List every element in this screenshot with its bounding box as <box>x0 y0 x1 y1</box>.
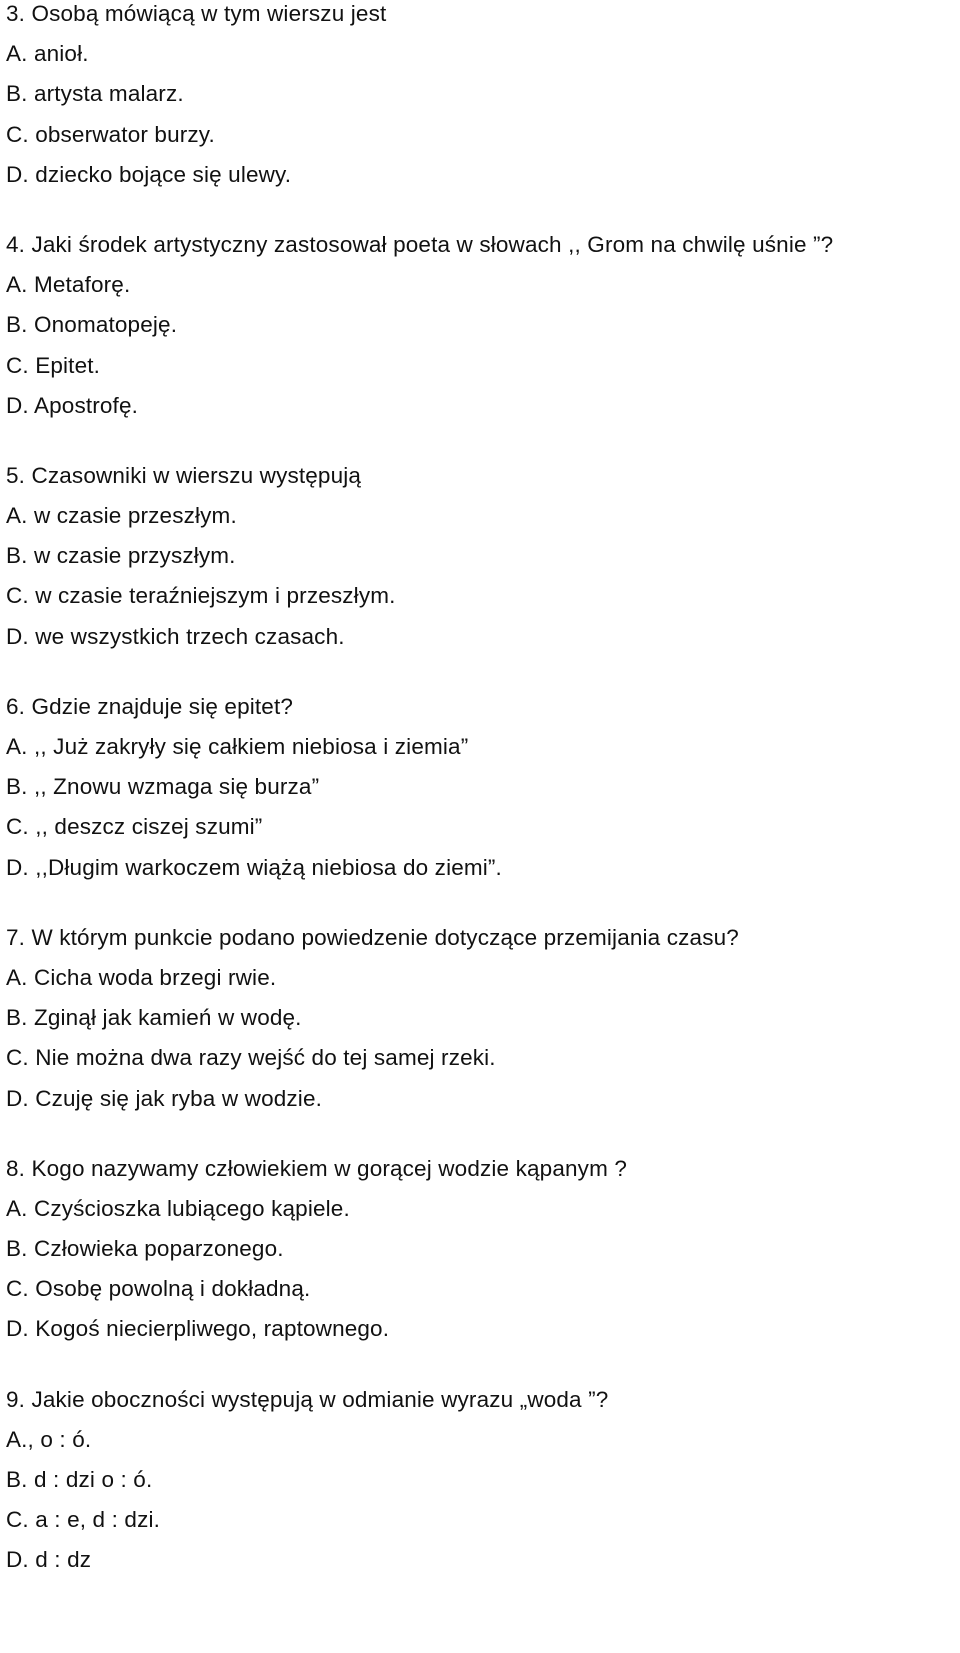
answer-option: A. ,, Już zakryły się całkiem niebiosa i ziemia” <box>6 734 469 759</box>
answer-option: A. w czasie przeszłym. <box>6 503 237 529</box>
question-prompt: 3. Osobą mówiącą w tym wierszu jest <box>6 1 387 26</box>
answer-option: B. Zginął jak kamień w wodę. <box>6 1005 302 1031</box>
answer-option: C. obserwator burzy. <box>6 121 215 147</box>
answer-option: A. Cicha woda brzegi rwie. <box>6 964 277 990</box>
answer-option: D. dziecko bojące się ulewy. <box>6 161 292 187</box>
answer-option: A., o : ó. <box>6 1426 92 1452</box>
answer-option: C. Epitet. <box>6 352 101 378</box>
question-prompt: 4. Jaki środek artystyczny zastosował poeta w słowach ,, Grom na chwilę uśnie ”? <box>6 231 834 257</box>
answer-option: A. anioł. <box>6 41 89 67</box>
answer-option: B. Człowieka poparzonego. <box>6 1236 284 1262</box>
question-6 <box>6 687 946 888</box>
answer-option: D. Czuję się jak ryba w wodzie. <box>6 1085 323 1111</box>
answer-option: C. a : e, d : dzi. <box>6 1507 161 1533</box>
question-prompt: 6. Gdzie znajduje się epitet? <box>6 693 294 719</box>
quiz-document <box>6 0 946 1581</box>
question-8 <box>6 1149 946 1350</box>
question-4 <box>6 225 946 426</box>
answer-option: C. ,, deszcz ciszej szumi” <box>6 814 263 840</box>
answer-option: C. Nie można dwa razy wejść do tej samej rzeki. <box>6 1045 496 1071</box>
answer-option: B. ,, Znowu wzmaga się burza” <box>6 774 320 800</box>
answer-option: A. Czyścioszka lubiącego kąpiele. <box>6 1195 350 1221</box>
answer-option: D. d : dz <box>6 1547 92 1573</box>
question-5 <box>6 456 946 657</box>
answer-option: A. Metaforę. <box>6 272 131 298</box>
answer-option: C. Osobę powolną i dokładną. <box>6 1276 311 1302</box>
question-prompt: 7. W którym punkcie podano powiedzenie dotyczące przemijania czasu? <box>6 924 739 950</box>
question-prompt: 9. Jakie oboczności występują w odmianie wyrazu „woda ”? <box>6 1386 609 1412</box>
answer-option: C. w czasie teraźniejszym i przeszłym. <box>6 583 396 609</box>
answer-option: D. we wszystkich trzech czasach. <box>6 623 345 649</box>
answer-option: B. Onomatopeję. <box>6 312 178 338</box>
question-3 <box>6 0 946 195</box>
question-prompt: 8. Kogo nazywamy człowiekiem w gorącej wodzie kąpanym ? <box>6 1155 628 1181</box>
answer-option: D. Apostrofę. <box>6 392 139 418</box>
answer-option: D. Kogoś niecierpliwego, raptownego. <box>6 1316 390 1342</box>
answer-option: B. d : dzi o : ó. <box>6 1467 153 1492</box>
answer-option: B. artysta malarz. <box>6 81 184 107</box>
question-7 <box>6 918 946 1119</box>
answer-option: D. ,,Długim warkoczem wiążą niebiosa do ziemi”. <box>6 854 502 880</box>
question-9 <box>6 1380 946 1581</box>
question-prompt: 5. Czasowniki w wierszu występują <box>6 462 362 488</box>
answer-option: B. w czasie przyszłym. <box>6 543 236 569</box>
